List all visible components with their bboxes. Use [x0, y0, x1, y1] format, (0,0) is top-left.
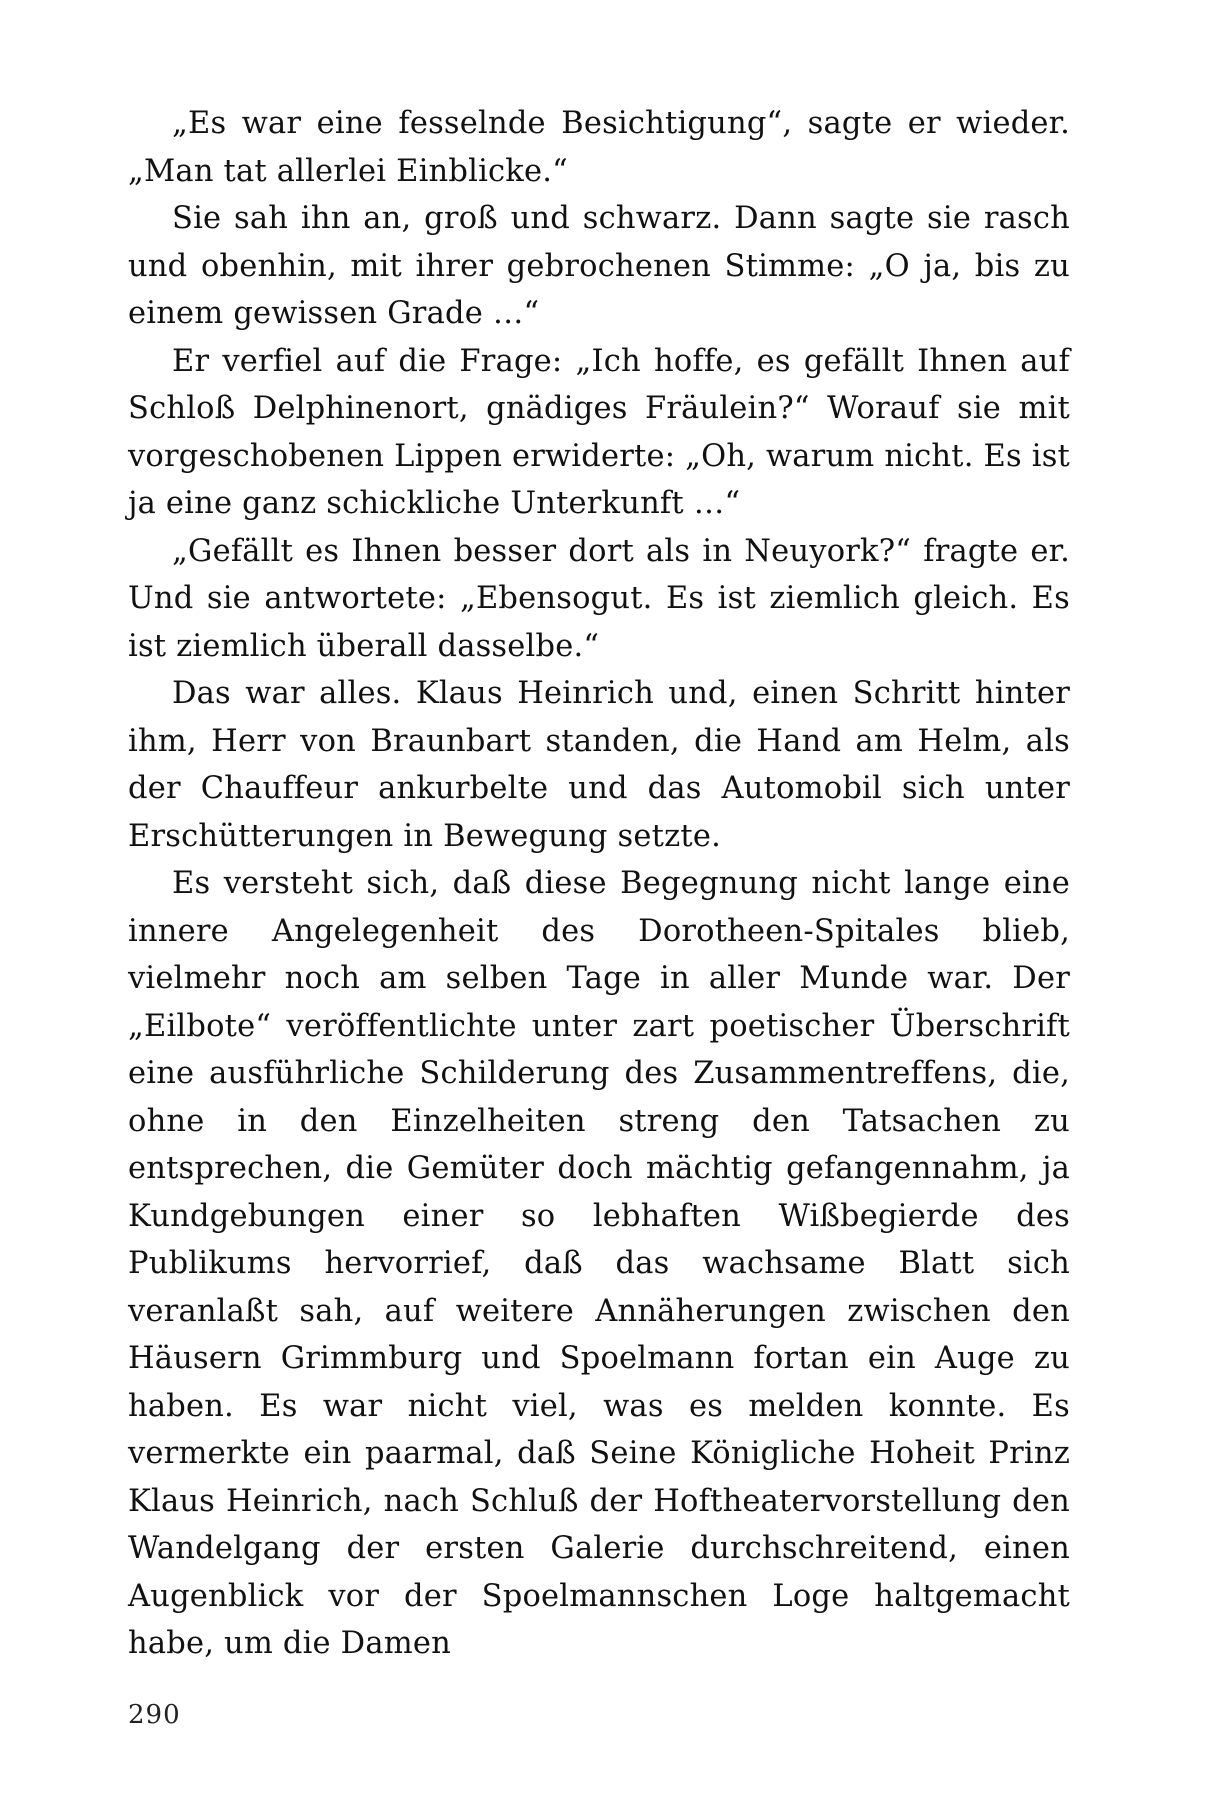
- paragraph: Das war alles. Klaus Heinrich und, einen Schritt hinter ihm, Herr von Braunbart standen, die Hand am Helm, als der Chauffeur ankurbelte und das Automobil sich unter Erschütterungen in Bewegung setzte.: [128, 676, 1070, 854]
- paragraph: Er verfiel auf die Frage: „Ich hoffe, es gefällt Ihnen auf Schloß Delphinenort, gnädiges Fräulein?“ Worauf sie mit vorgeschobenen Lippen erwiderte: „Oh, warum nicht. Es ist ja eine ganz schickliche Unterkunft …“: [128, 343, 1070, 521]
- paragraph: „Es war eine fesselnde Besichtigung“, sagte er wieder. „Man tat allerlei Einblicke.“: [128, 106, 1070, 189]
- paragraph: „Gefällt es Ihnen besser dort als in Neuyork?“ fragte er. Und sie antwortete: „Ebensogut. Es ist ziemlich gleich. Es ist ziemlich überall dasselbe.“: [128, 533, 1070, 664]
- page-number: 290: [128, 1700, 181, 1730]
- paragraph: Es versteht sich, daß diese Begegnung nicht lange eine innere Angelegenheit des Dorotheen-Spitales blieb, vielmehr noch am selben Tage in aller Munde war. Der „Eilbote“ veröffentlichte unter zart poetischer Überschrift eine ausführliche Schilderung des Zusammentreffens, die, ohne in den Einzelheiten streng den Tatsachen zu entsprechen, die Gemüter doch mächtig gefangennahm, ja Kundgebungen einer so lebhaften Wißbegierde des Publikums hervorrief, daß das wachsame Blatt sich veranlaßt sah, auf weitere Annäherungen zwischen den Häusern Grimmburg und Spoelmann fortan ein Auge zu haben. Es war nicht viel, was es melden konnte. Es vermerkte ein paarmal, daß Seine Königliche Hoheit Prinz Klaus Heinrich, nach Schluß der Hoftheatervorstellung den Wandelgang der ersten Galerie durchschreitend, einen Augenblick vor der Spoelmannschen Loge haltgemacht habe, um die Damen: [128, 866, 1070, 1661]
- paragraph: Sie sah ihn an, groß und schwarz. Dann sagte sie rasch und obenhin, mit ihrer gebrochenen Stimme: „O ja, bis zu einem gewissen Grade …“: [128, 201, 1070, 331]
- book-page: [128, 100, 1070, 1668]
